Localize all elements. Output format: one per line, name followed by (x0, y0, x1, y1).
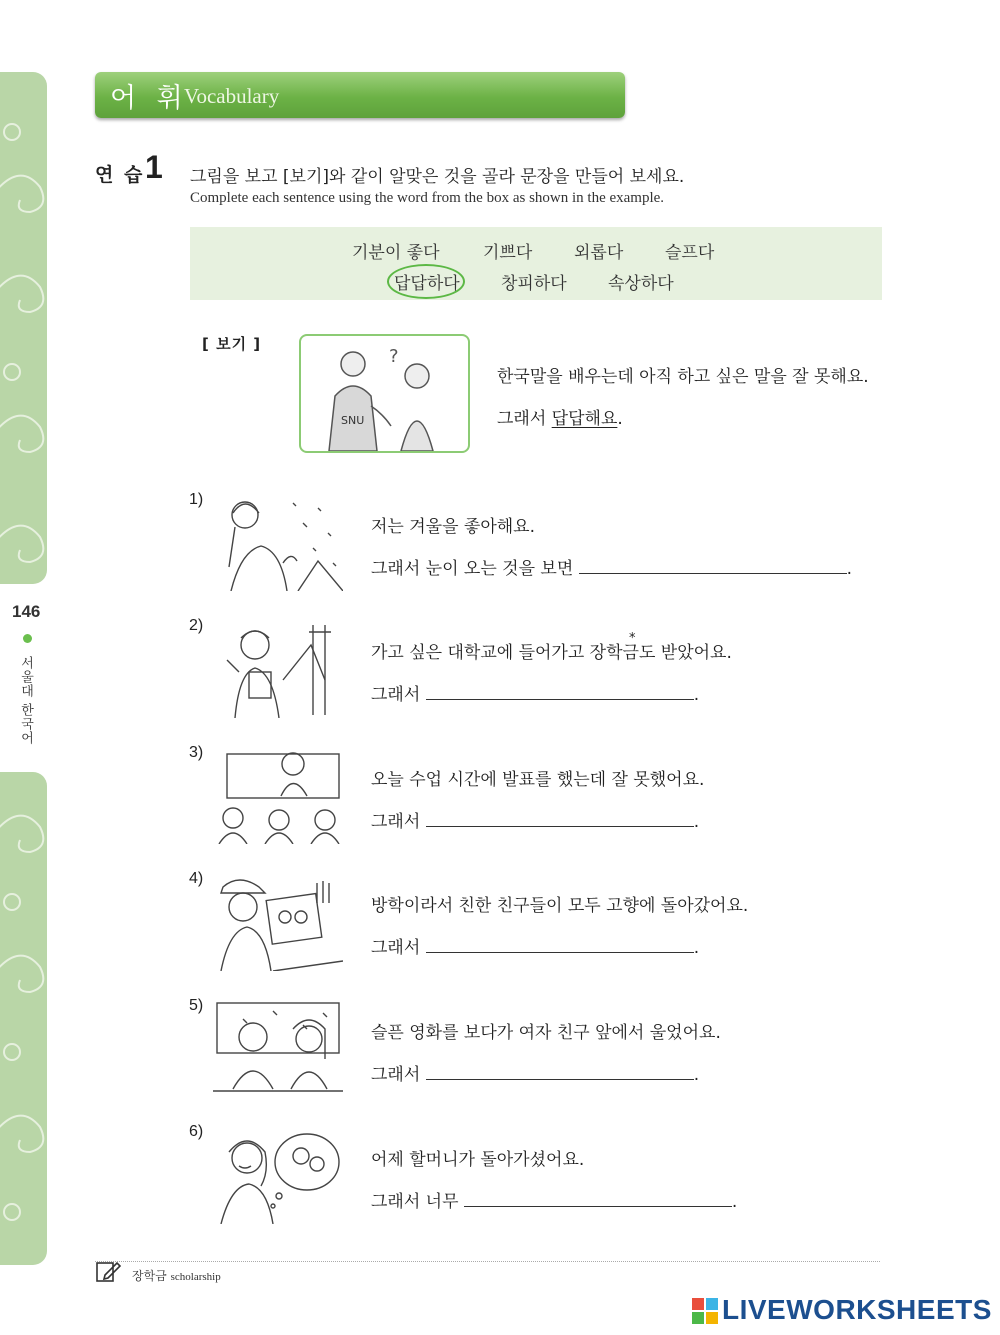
question-illustration (213, 493, 343, 591)
q3-answer-blank[interactable] (426, 812, 694, 827)
liveworksheets-logo-icon (692, 1298, 718, 1324)
q3-line-1: 오늘 수업 시간에 발표를 했는데 잘 못했어요. (371, 770, 705, 790)
example-line-2 (497, 404, 623, 429)
instruction-en: Complete each sentence using the word from the box as shown in the example. (190, 190, 665, 206)
page-dot-icon (23, 634, 32, 643)
sidebar-top-decoration (0, 72, 47, 584)
question-illustration (213, 873, 343, 971)
footnote-ko: 장학금 (132, 1269, 167, 1283)
q2-end: . (693, 685, 700, 705)
shirt-text: SNU (341, 414, 365, 427)
q1-answer-blank[interactable] (579, 559, 847, 574)
liveworksheets-brand[interactable]: LIVEWORKSHEETS (722, 1294, 992, 1325)
example-line-2-prefix: 그래서 (497, 409, 552, 429)
question-illustration (213, 620, 343, 718)
q2-answer-blank[interactable] (426, 685, 694, 700)
q4-line-2 (371, 933, 699, 958)
q5-prefix: 그래서 (371, 1065, 421, 1085)
example-line-1: 한국말을 배우는데 아직 하고 싶은 말을 잘 못해요. (497, 367, 869, 387)
word-option: 기분이 좋다 (352, 243, 440, 263)
q6-answer-blank[interactable] (464, 1192, 732, 1207)
q2-asterisk: * (628, 631, 636, 646)
question-illustration (213, 1126, 343, 1224)
q1-line-1: 저는 겨울을 좋아해요. (371, 517, 536, 537)
note-pencil-icon (95, 1259, 121, 1289)
page-number: 146 (12, 602, 41, 621)
footnote-en: scholarship (170, 1271, 221, 1283)
word-option: 기쁘다 (483, 243, 533, 263)
footer-divider (95, 1261, 880, 1262)
q5-line-2 (371, 1060, 699, 1085)
word-option: 속상하다 (608, 274, 674, 294)
question-illustration (213, 746, 343, 844)
q5-answer-blank[interactable] (426, 1065, 694, 1080)
q6-line-2 (371, 1187, 737, 1212)
q1-prefix: 그래서 눈이 오는 것을 보면 (371, 559, 574, 579)
word-option: 외롭다 (574, 243, 624, 263)
example-answer: 답답해요 (551, 409, 618, 429)
q2-text-a: 가고 싶은 대학교에 들어가고 장학금 (371, 643, 639, 663)
example-line-2-end: . (617, 409, 623, 429)
q2-text-b: 도 받았어요. (638, 643, 732, 663)
q6-line-1: 어제 할머니가 돌아가셨어요. (371, 1150, 585, 1170)
q5-end: . (693, 1065, 700, 1085)
sidebar-bottom-decoration (0, 772, 47, 1265)
section-title-ko: 어 휘 (110, 83, 189, 114)
q5-line-1: 슬픈 영화를 보다가 여자 친구 앞에서 울었어요. (371, 1023, 721, 1043)
selection-circle (387, 264, 465, 299)
instruction-ko: 그림을 보고 [보기]와 같이 알맞은 것을 골라 문장을 만들어 보세요. (190, 167, 685, 187)
q6-end: . (731, 1192, 738, 1212)
q2-line-1 (371, 631, 732, 663)
word-option-circled: 답답하다 (394, 274, 460, 294)
word-option: 슬프다 (665, 243, 715, 263)
book-title: 서울대 한국어 (18, 656, 33, 746)
q1-line-2 (371, 554, 852, 579)
q2-prefix: 그래서 (371, 685, 421, 705)
q4-end: . (693, 938, 700, 958)
question-illustration (213, 999, 343, 1097)
section-title-en: Vocabulary (184, 84, 280, 108)
q1-end: . (846, 559, 853, 579)
question-number: 2) (189, 617, 204, 634)
q6-prefix: 그래서 너무 (371, 1192, 459, 1212)
exercise-label: 연 습 (95, 164, 145, 186)
question-number: 4) (189, 870, 204, 887)
footnote (132, 1267, 221, 1284)
word-option: 창피하다 (501, 274, 567, 294)
q2-line-2 (371, 680, 699, 705)
exercise-number: 1 (145, 149, 163, 185)
example-illustration (299, 334, 470, 453)
question-number: 5) (189, 997, 204, 1014)
question-number: 6) (189, 1123, 204, 1140)
question-number: 1) (189, 491, 204, 508)
question-number: 3) (189, 744, 204, 761)
q4-prefix: 그래서 (371, 938, 421, 958)
example-tag: [ 보기 ] (202, 335, 262, 353)
svg-text:?: ? (389, 346, 399, 367)
q3-end: . (693, 812, 700, 832)
q3-line-2 (371, 807, 699, 832)
q4-answer-blank[interactable] (426, 938, 694, 953)
q3-prefix: 그래서 (371, 812, 421, 832)
q4-line-1: 방학이라서 친한 친구들이 모두 고향에 돌아갔어요. (371, 896, 749, 916)
